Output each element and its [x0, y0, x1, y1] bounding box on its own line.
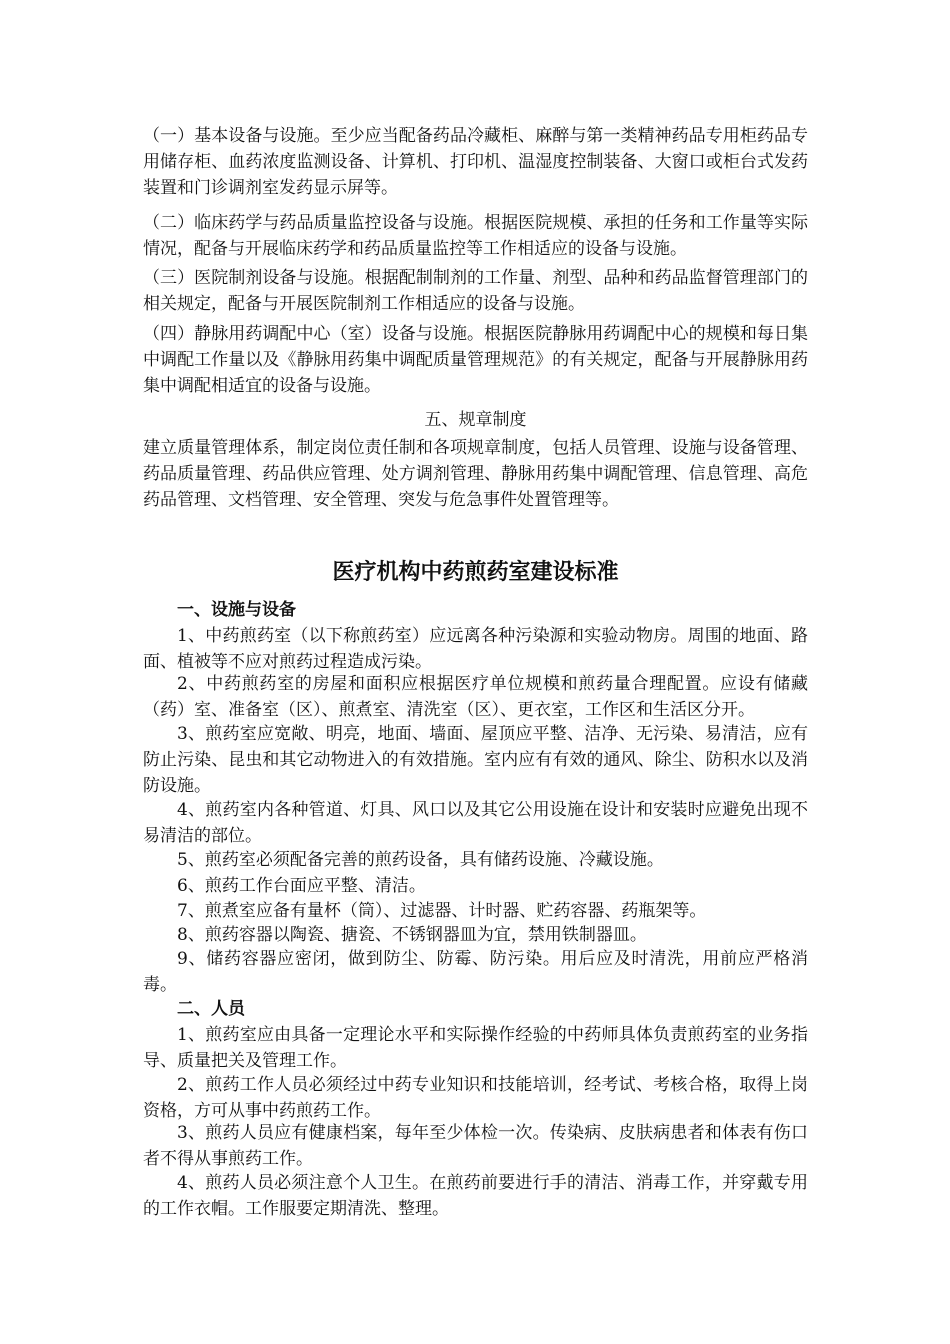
section-title-regulations: 五、规章制度: [424, 410, 527, 430]
paragraph-regulations: 建立质量管理体系，制定岗位责任制和各项规章制度，包括人员管理、设施与设备管理、药品质量管理、药品供应管理、处方调剂管理、静脉用药集中调配管理、信息管理、高危药品管理、文档管理、安全管理、突发与危急事件处置管理等。: [143, 438, 808, 510]
list-item-facility-3: 3、煎药室应宽敞、明亮，地面、墙面、屋顶应平整、洁净、无污染、易清洁，应有防止污染、昆虫和其它动物进入的有效措施。室内应有有效的通风、除尘、防积水以及消防设施。: [143, 724, 808, 796]
document-title: 医疗机构中药煎药室建设标准: [332, 560, 619, 585]
list-item-facility-2: 2、中药煎药室的房屋和面积应根据医疗单位规模和煎药量合理配置。应设有储藏（药）室、准备室（区）、煎煮室、清洗室（区）、更衣室，工作区和生活区分开。: [143, 674, 808, 720]
section-heading-facilities: 一、设施与设备: [177, 600, 296, 620]
paragraph-basic-equipment: （一）基本设备与设施。至少应当配备药品冷藏柜、麻醉与第一类精神药品专用柜药品专用储存柜、血药浓度监测设备、计算机、打印机、温湿度控制装备、大窗口或柜台式发药装置和门诊调剂室发药显示屏等。: [143, 126, 808, 198]
paragraph-preparation-equipment: （三）医院制剂设备与设施。根据配制制剂的工作量、剂型、品种和药品监督管理部门的相关规定，配备与开展医院制剂工作相适应的设备与设施。: [143, 268, 808, 314]
list-item-facility-5: 5、煎药室必须配备完善的煎药设备，具有储药设施、冷藏设施。: [177, 850, 664, 870]
list-item-facility-6: 6、煎药工作台面应平整、清洁。: [177, 876, 426, 896]
list-item-personnel-3: 3、煎药人员应有健康档案，每年至少体检一次。传染病、皮肤病患者和体表有伤口者不得从事煎药工作。: [143, 1123, 808, 1169]
list-item-personnel-4: 4、煎药人员必须注意个人卫生。在煎药前要进行手的清洁、消毒工作，并穿戴专用的工作衣帽。工作服要定期清洗、整理。: [143, 1173, 808, 1219]
list-item-personnel-1: 1、煎药室应由具备一定理论水平和实际操作经验的中药师具体负责煎药室的业务指导、质量把关及管理工作。: [143, 1025, 808, 1071]
section-heading-personnel: 二、人员: [177, 999, 245, 1019]
list-item-facility-1: 1、中药煎药室（以下称煎药室）应远离各种污染源和实验动物房。周围的地面、路面、植被等不应对煎药过程造成污染。: [143, 626, 808, 672]
list-item-personnel-2: 2、煎药工作人员必须经过中药专业知识和技能培训，经考试、考核合格，取得上岗资格，方可从事中药煎药工作。: [143, 1075, 808, 1121]
paragraph-iv-admixture-equipment: （四）静脉用药调配中心（室）设备与设施。根据医院静脉用药调配中心的规模和每日集中调配工作量以及《静脉用药集中调配质量管理规范》的有关规定，配备与开展静脉用药集中调配相适宜的设备与设施。: [143, 324, 808, 396]
list-item-facility-4: 4、煎药室内各种管道、灯具、风口以及其它公用设施在设计和安装时应避免出现不易清洁的部位。: [143, 800, 808, 846]
list-item-facility-7: 7、煎煮室应备有量杯（筒）、过滤器、计时器、贮药容器、药瓶架等。: [177, 901, 707, 921]
list-item-facility-8: 8、煎药容器以陶瓷、搪瓷、不锈钢器皿为宜，禁用铁制器皿。: [177, 925, 647, 945]
list-item-facility-9: 9、储药容器应密闭，做到防尘、防霉、防污染。用后应及时清洗，用前应严格消毒。: [143, 949, 808, 995]
paragraph-clinical-pharmacy-equipment: （二）临床药学与药品质量监控设备与设施。根据医院规模、承担的任务和工作量等实际情况，配备与开展临床药学和药品质量监控等工作相适应的设备与设施。: [143, 213, 808, 259]
